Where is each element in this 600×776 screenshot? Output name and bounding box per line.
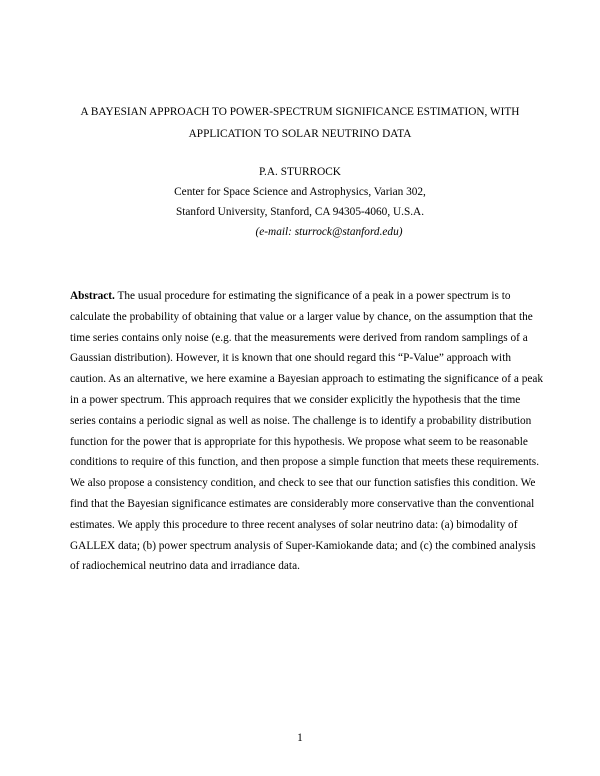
abstract-text: The usual procedure for estimating the significance of a peak in a power spectrum is to <box>114 290 511 302</box>
abstract <box>70 286 544 577</box>
abstract-line: caution. As an alternative, we here examine a Bayesian approach to estimating the significance of a peak <box>70 373 544 386</box>
affiliation-line-1: Center for Space Science and Astrophysics, Varian 302, <box>174 186 426 198</box>
abstract-line: estimates. We apply this procedure to three recent analyses of solar neutrino data: (a) bimodality of <box>70 518 518 531</box>
abstract-label: Abstract. <box>70 290 115 302</box>
title-line-2: APPLICATION TO SOLAR NEUTRINO DATA <box>188 128 412 140</box>
abstract-line: GALLEX data; (b) power spectrum analysis of Super-Kamiokande data; and (c) the combined analysis <box>70 539 536 552</box>
author-name: P.A. STURROCK <box>259 166 341 178</box>
abstract-line: series contains a periodic signal as well as noise. The challenge is to identify a probability distribution <box>70 414 532 427</box>
page-number: 1 <box>297 732 303 744</box>
abstract-line: We also propose a consistency condition, and check to see that our function satisfies this condition. We <box>70 477 536 490</box>
abstract-line: of radiochemical neutrino data and irradiance data. <box>70 560 300 573</box>
abstract-line: function for the power that is appropriate for this hypothesis. We propose what seem to be reasonable <box>70 435 528 448</box>
abstract-line: Gaussian distribution). However, it is known that one should regard this “P-Value” approach with <box>70 352 511 365</box>
affiliation-line-2: Stanford University, Stanford, CA 94305-4060, U.S.A. <box>175 206 425 218</box>
author-email: (e-mail: sturrock@stanford.edu) <box>255 226 403 238</box>
abstract-line <box>70 286 532 307</box>
abstract-line: find that the Bayesian significance estimates are considerably more conservative than the conventional <box>70 497 535 510</box>
abstract-line: conditions to require of this function, and then propose a simple function that meets these requirements. <box>70 456 540 469</box>
abstract-line: time series contains only noise (e.g. that the measurements were derived from random samplings of a <box>70 331 528 344</box>
abstract-line: in a power spectrum. This approach requires that we consider explicitly the hypothesis that the time <box>70 393 521 406</box>
abstract-line: calculate the probability of obtaining that value or a larger value by chance, on the assumption that the <box>70 310 533 323</box>
title-line-1: A BAYESIAN APPROACH TO POWER-SPECTRUM SIGNIFICANCE ESTIMATION, WITH <box>80 106 520 118</box>
